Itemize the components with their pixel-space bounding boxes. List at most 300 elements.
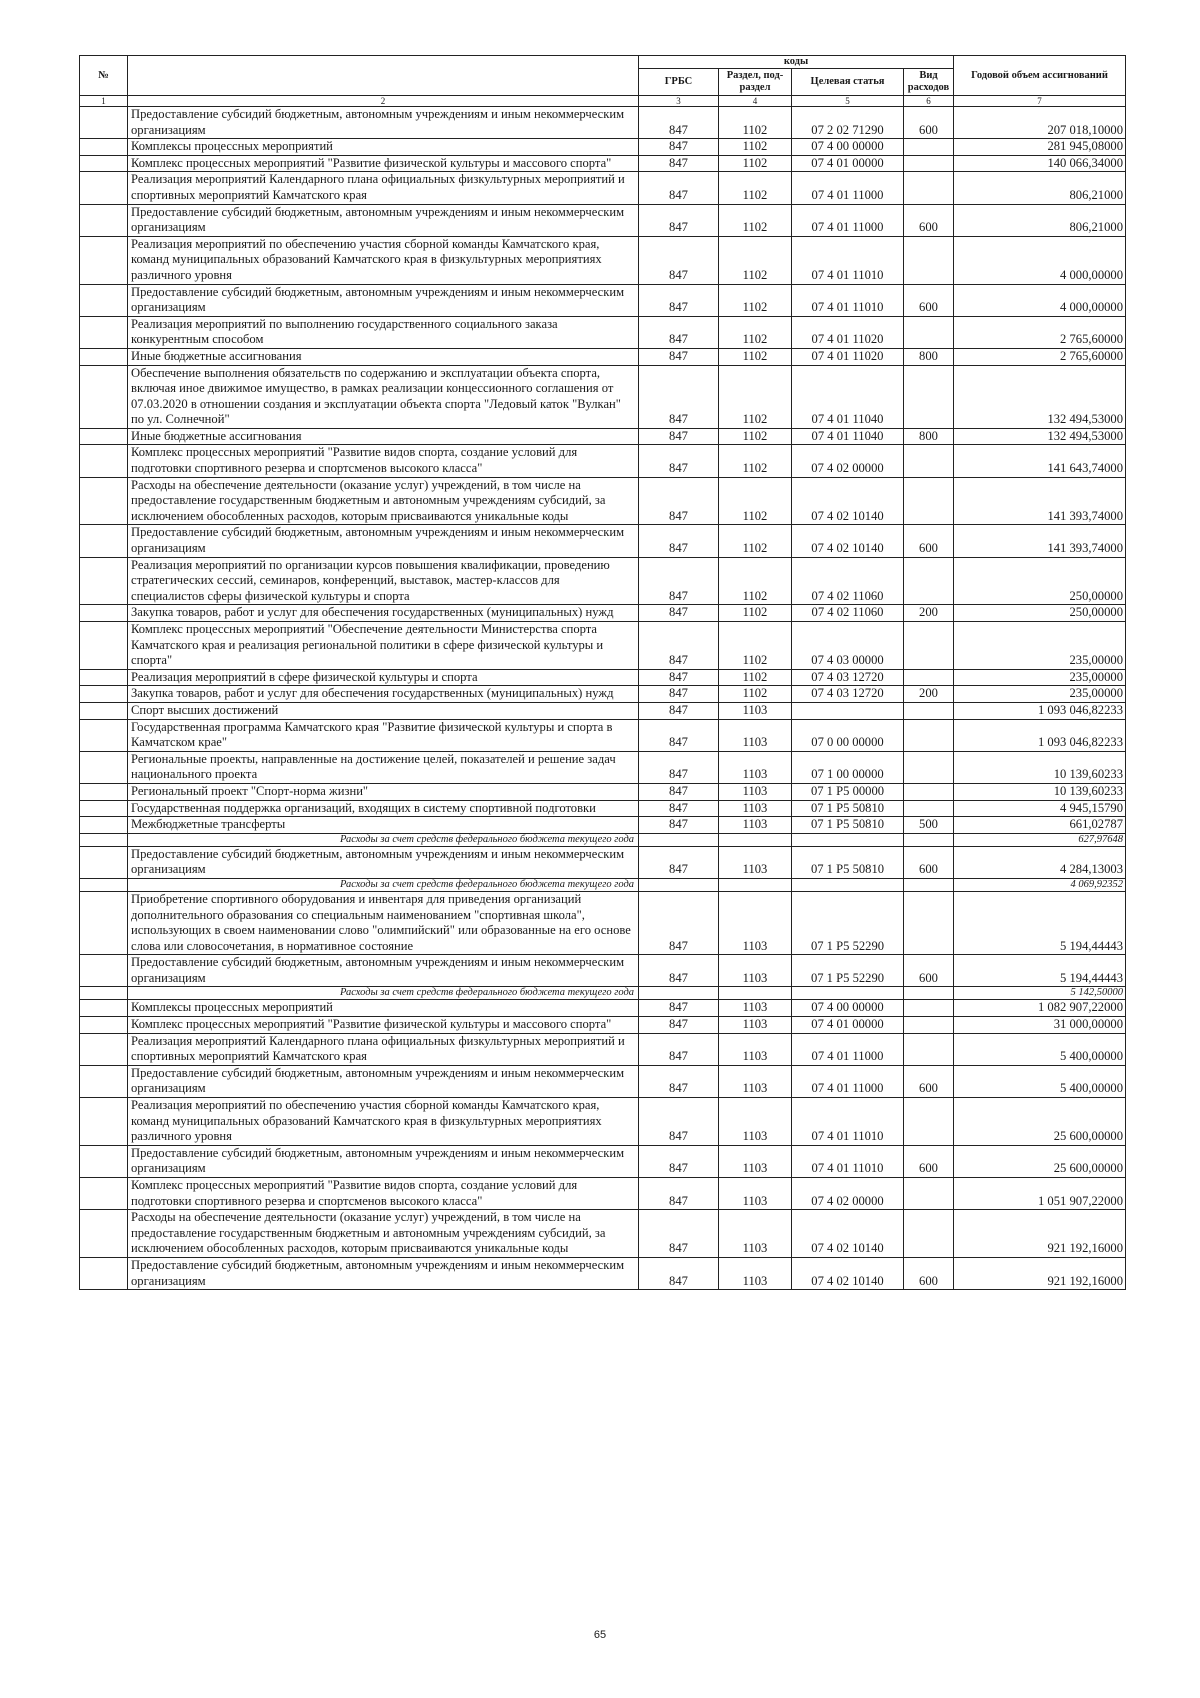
row-amount: 250,00000 bbox=[954, 605, 1126, 622]
row-amount: 1 051 907,22000 bbox=[954, 1178, 1126, 1210]
row-amount: 5 400,00000 bbox=[954, 1065, 1126, 1097]
row-kind bbox=[904, 1000, 954, 1017]
row-number-cell bbox=[80, 800, 128, 817]
row-amount: 141 393,74000 bbox=[954, 525, 1126, 557]
row-kind: 500 bbox=[904, 817, 954, 834]
row-grbs: 847 bbox=[639, 1065, 719, 1097]
row-kind: 600 bbox=[904, 525, 954, 557]
row-kind bbox=[904, 477, 954, 525]
row-number-cell bbox=[80, 445, 128, 477]
table-row bbox=[80, 365, 1126, 428]
row-name: Предоставление субсидий бюджетным, автономным учреждениям и иным некоммерческим организациям bbox=[128, 525, 639, 557]
row-grbs: 847 bbox=[639, 800, 719, 817]
row-kind: 600 bbox=[904, 955, 954, 987]
col-index-5: 5 bbox=[792, 96, 904, 107]
row-section: 1102 bbox=[719, 605, 792, 622]
row-name: Расходы за счет средств федерального бюджета текущего года bbox=[128, 833, 639, 846]
row-target: 07 1 P5 52290 bbox=[792, 955, 904, 987]
table-row bbox=[80, 139, 1126, 156]
row-amount: 1 093 046,82233 bbox=[954, 702, 1126, 719]
row-grbs: 847 bbox=[639, 172, 719, 204]
row-section: 1103 bbox=[719, 800, 792, 817]
row-kind bbox=[904, 1178, 954, 1210]
row-grbs: 847 bbox=[639, 622, 719, 670]
row-grbs: 847 bbox=[639, 107, 719, 139]
table-row bbox=[80, 719, 1126, 751]
row-target: 07 4 01 11000 bbox=[792, 204, 904, 236]
row-grbs: 847 bbox=[639, 719, 719, 751]
row-name: Реализация мероприятий Календарного плана официальных физкультурных мероприятий и спортивных мероприятий Камчатского края bbox=[128, 172, 639, 204]
row-number-cell bbox=[80, 525, 128, 557]
row-grbs: 847 bbox=[639, 817, 719, 834]
row-number-cell bbox=[80, 236, 128, 284]
row-section bbox=[719, 987, 792, 1000]
row-target: 07 1 00 00000 bbox=[792, 751, 904, 783]
row-amount: 2 765,60000 bbox=[954, 348, 1126, 365]
row-grbs: 847 bbox=[639, 1210, 719, 1258]
row-name: Реализация мероприятий по организации курсов повышения квалификации, проведению стратегических сессий, семинаров, конференций, выставок, мастер-классов для специалистов сферы физической культуры и спорта bbox=[128, 557, 639, 605]
row-number-cell bbox=[80, 316, 128, 348]
row-kind bbox=[904, 365, 954, 428]
row-target: 07 1 P5 50810 bbox=[792, 800, 904, 817]
row-amount: 1 082 907,22000 bbox=[954, 1000, 1126, 1017]
row-name: Предоставление субсидий бюджетным, автономным учреждениям и иным некоммерческим организациям bbox=[128, 955, 639, 987]
row-name: Расходы на обеспечение деятельности (оказание услуг) учреждений, в том числе на предоставление государственным бюджетным и автономным учреждениям субсидий, за исключением обособленных расходов, которым присваиваются уникальные коды bbox=[128, 1210, 639, 1258]
row-kind bbox=[904, 155, 954, 172]
table-row bbox=[80, 686, 1126, 703]
row-amount: 132 494,53000 bbox=[954, 365, 1126, 428]
row-amount: 4 069,92352 bbox=[954, 878, 1126, 891]
table-row bbox=[80, 445, 1126, 477]
row-number-cell bbox=[80, 846, 128, 878]
row-section: 1102 bbox=[719, 557, 792, 605]
row-target bbox=[792, 702, 904, 719]
row-section bbox=[719, 878, 792, 891]
row-amount: 921 192,16000 bbox=[954, 1210, 1126, 1258]
row-target: 07 4 01 11010 bbox=[792, 236, 904, 284]
row-target: 07 4 03 00000 bbox=[792, 622, 904, 670]
row-section: 1103 bbox=[719, 1098, 792, 1146]
row-grbs bbox=[639, 833, 719, 846]
row-name: Приобретение спортивного оборудования и инвентаря для приведения организаций дополнительного образования со специальным наименованием "спортивная школа", использующих в своем наименовании слово "олимпийский" или образованные на его основе слова или словосочетания, в нормативное состояние bbox=[128, 891, 639, 954]
row-number-cell bbox=[80, 987, 128, 1000]
row-grbs: 847 bbox=[639, 139, 719, 156]
table-row bbox=[80, 155, 1126, 172]
col-index-3: 3 bbox=[639, 96, 719, 107]
row-kind: 800 bbox=[904, 428, 954, 445]
row-kind bbox=[904, 1098, 954, 1146]
table-row bbox=[80, 783, 1126, 800]
row-number-cell bbox=[80, 817, 128, 834]
row-name: Региональный проект "Спорт-норма жизни" bbox=[128, 783, 639, 800]
row-kind bbox=[904, 445, 954, 477]
row-section: 1102 bbox=[719, 236, 792, 284]
row-amount: 2 765,60000 bbox=[954, 316, 1126, 348]
row-amount: 806,21000 bbox=[954, 204, 1126, 236]
row-grbs: 847 bbox=[639, 891, 719, 954]
row-grbs: 847 bbox=[639, 1017, 719, 1034]
row-kind bbox=[904, 1017, 954, 1034]
row-kind bbox=[904, 236, 954, 284]
row-kind: 600 bbox=[904, 1257, 954, 1289]
row-section: 1103 bbox=[719, 1178, 792, 1210]
row-kind bbox=[904, 172, 954, 204]
row-section: 1103 bbox=[719, 702, 792, 719]
header-section: Раздел, под-раздел bbox=[719, 69, 792, 96]
row-kind bbox=[904, 669, 954, 686]
row-kind: 200 bbox=[904, 686, 954, 703]
row-number-cell bbox=[80, 783, 128, 800]
table-row bbox=[80, 605, 1126, 622]
row-number-cell bbox=[80, 348, 128, 365]
row-amount: 235,00000 bbox=[954, 669, 1126, 686]
row-kind: 600 bbox=[904, 846, 954, 878]
row-target: 07 4 02 00000 bbox=[792, 445, 904, 477]
row-section: 1103 bbox=[719, 783, 792, 800]
row-number-cell bbox=[80, 1098, 128, 1146]
row-kind bbox=[904, 751, 954, 783]
row-number-cell bbox=[80, 955, 128, 987]
budget-table bbox=[79, 55, 1126, 1290]
row-name: Расходы на обеспечение деятельности (оказание услуг) учреждений, в том числе на предоставление государственным бюджетным и автономным учреждениям субсидий, за исключением обособленных расходов, которым присваиваются уникальные коды bbox=[128, 477, 639, 525]
col-index-6: 6 bbox=[904, 96, 954, 107]
header-codes: коды bbox=[639, 56, 954, 69]
row-name: Предоставление субсидий бюджетным, автономным учреждениям и иным некоммерческим организациям bbox=[128, 846, 639, 878]
header-name-cell bbox=[128, 56, 639, 96]
row-kind bbox=[904, 1033, 954, 1065]
row-target: 07 4 01 11020 bbox=[792, 316, 904, 348]
row-grbs: 847 bbox=[639, 236, 719, 284]
row-target: 07 4 02 10140 bbox=[792, 1210, 904, 1258]
row-target: 07 4 01 11000 bbox=[792, 1065, 904, 1097]
row-amount: 25 600,00000 bbox=[954, 1145, 1126, 1177]
row-grbs: 847 bbox=[639, 348, 719, 365]
row-kind bbox=[904, 139, 954, 156]
table-row bbox=[80, 204, 1126, 236]
row-target: 07 4 00 00000 bbox=[792, 1000, 904, 1017]
row-section bbox=[719, 833, 792, 846]
row-name: Иные бюджетные ассигнования bbox=[128, 428, 639, 445]
row-name: Комплексы процессных мероприятий bbox=[128, 139, 639, 156]
table-row bbox=[80, 891, 1126, 954]
row-section: 1102 bbox=[719, 525, 792, 557]
table-row bbox=[80, 1017, 1126, 1034]
row-grbs: 847 bbox=[639, 557, 719, 605]
row-grbs: 847 bbox=[639, 751, 719, 783]
row-number-cell bbox=[80, 622, 128, 670]
row-amount: 1 093 046,82233 bbox=[954, 719, 1126, 751]
row-target: 07 4 01 11040 bbox=[792, 365, 904, 428]
row-kind bbox=[904, 1210, 954, 1258]
federal-funds-row bbox=[80, 833, 1126, 846]
row-section: 1103 bbox=[719, 1210, 792, 1258]
row-target: 07 1 P5 52290 bbox=[792, 891, 904, 954]
row-target: 07 1 P5 50810 bbox=[792, 846, 904, 878]
row-target: 07 4 01 11010 bbox=[792, 1098, 904, 1146]
row-number-cell bbox=[80, 669, 128, 686]
row-name: Комплекс процессных мероприятий "Развитие видов спорта, создание условий для подготовки спортивного резерва и спортсменов высокого класса" bbox=[128, 445, 639, 477]
row-section: 1103 bbox=[719, 1257, 792, 1289]
row-grbs: 847 bbox=[639, 955, 719, 987]
row-section: 1103 bbox=[719, 955, 792, 987]
row-section: 1102 bbox=[719, 669, 792, 686]
row-kind: 600 bbox=[904, 204, 954, 236]
row-number-cell bbox=[80, 1017, 128, 1034]
table-row bbox=[80, 1000, 1126, 1017]
row-section: 1103 bbox=[719, 751, 792, 783]
row-kind bbox=[904, 557, 954, 605]
header-amount: Годовой объем ассигнований bbox=[954, 56, 1126, 96]
row-section: 1103 bbox=[719, 846, 792, 878]
row-kind: 600 bbox=[904, 1145, 954, 1177]
row-number-cell bbox=[80, 107, 128, 139]
row-amount: 10 139,60233 bbox=[954, 783, 1126, 800]
page-number: 65 bbox=[593, 1629, 607, 1641]
row-number-cell bbox=[80, 477, 128, 525]
row-kind bbox=[904, 800, 954, 817]
row-target: 07 4 02 10140 bbox=[792, 477, 904, 525]
row-name: Закупка товаров, работ и услуг для обеспечения государственных (муниципальных) нужд bbox=[128, 686, 639, 703]
table-row bbox=[80, 751, 1126, 783]
row-number-cell bbox=[80, 155, 128, 172]
row-number-cell bbox=[80, 428, 128, 445]
table-row bbox=[80, 1257, 1126, 1289]
row-kind: 600 bbox=[904, 107, 954, 139]
row-target: 07 4 01 11000 bbox=[792, 172, 904, 204]
row-name: Закупка товаров, работ и услуг для обеспечения государственных (муниципальных) нужд bbox=[128, 605, 639, 622]
row-grbs: 847 bbox=[639, 1145, 719, 1177]
row-section: 1102 bbox=[719, 139, 792, 156]
row-number-cell bbox=[80, 1178, 128, 1210]
row-amount: 25 600,00000 bbox=[954, 1098, 1126, 1146]
row-kind bbox=[904, 987, 954, 1000]
table-row bbox=[80, 1098, 1126, 1146]
row-amount: 627,97648 bbox=[954, 833, 1126, 846]
table-body bbox=[80, 107, 1126, 1290]
row-target: 07 4 01 11040 bbox=[792, 428, 904, 445]
row-number-cell bbox=[80, 172, 128, 204]
row-section: 1102 bbox=[719, 107, 792, 139]
row-amount: 4 000,00000 bbox=[954, 284, 1126, 316]
row-grbs: 847 bbox=[639, 1178, 719, 1210]
row-name: Расходы за счет средств федерального бюджета текущего года bbox=[128, 987, 639, 1000]
row-kind bbox=[904, 878, 954, 891]
row-grbs: 847 bbox=[639, 846, 719, 878]
row-grbs: 847 bbox=[639, 316, 719, 348]
row-amount: 5 142,50000 bbox=[954, 987, 1126, 1000]
table-row bbox=[80, 702, 1126, 719]
row-number-cell bbox=[80, 1210, 128, 1258]
row-section: 1103 bbox=[719, 1000, 792, 1017]
row-kind bbox=[904, 719, 954, 751]
table-row bbox=[80, 846, 1126, 878]
row-name: Предоставление субсидий бюджетным, автономным учреждениям и иным некоммерческим организациям bbox=[128, 1145, 639, 1177]
row-number-cell bbox=[80, 702, 128, 719]
row-name: Предоставление субсидий бюджетным, автономным учреждениям и иным некоммерческим организациям bbox=[128, 284, 639, 316]
table-row bbox=[80, 525, 1126, 557]
row-amount: 806,21000 bbox=[954, 172, 1126, 204]
row-amount: 4 000,00000 bbox=[954, 236, 1126, 284]
budget-table-sheet bbox=[79, 55, 1125, 1290]
row-name: Комплекс процессных мероприятий "Развитие физической культуры и массового спорта" bbox=[128, 155, 639, 172]
row-name: Комплексы процессных мероприятий bbox=[128, 1000, 639, 1017]
table-row bbox=[80, 800, 1126, 817]
row-target: 07 1 P5 00000 bbox=[792, 783, 904, 800]
row-grbs: 847 bbox=[639, 204, 719, 236]
row-target: 07 4 00 00000 bbox=[792, 139, 904, 156]
row-section: 1102 bbox=[719, 284, 792, 316]
row-amount: 10 139,60233 bbox=[954, 751, 1126, 783]
row-target: 07 4 03 12720 bbox=[792, 686, 904, 703]
row-kind: 800 bbox=[904, 348, 954, 365]
col-index-1: 1 bbox=[80, 96, 128, 107]
row-kind bbox=[904, 833, 954, 846]
row-kind bbox=[904, 316, 954, 348]
row-target: 07 4 02 11060 bbox=[792, 605, 904, 622]
row-name: Предоставление субсидий бюджетным, автономным учреждениям и иным некоммерческим организациям bbox=[128, 204, 639, 236]
row-grbs: 847 bbox=[639, 1098, 719, 1146]
row-name: Реализация мероприятий по обеспечению участия сборной команды Камчатского края, команд муниципальных образований Камчатского края в физкультурных мероприятиях различного уровня bbox=[128, 1098, 639, 1146]
table-row bbox=[80, 477, 1126, 525]
row-kind: 600 bbox=[904, 1065, 954, 1097]
row-grbs: 847 bbox=[639, 445, 719, 477]
row-target: 07 4 03 12720 bbox=[792, 669, 904, 686]
federal-funds-row bbox=[80, 987, 1126, 1000]
row-target: 07 4 01 11020 bbox=[792, 348, 904, 365]
row-amount: 141 393,74000 bbox=[954, 477, 1126, 525]
table-row bbox=[80, 284, 1126, 316]
row-kind bbox=[904, 702, 954, 719]
row-number-cell bbox=[80, 878, 128, 891]
row-number-cell bbox=[80, 204, 128, 236]
row-amount: 661,02787 bbox=[954, 817, 1126, 834]
row-name: Предоставление субсидий бюджетным, автономным учреждениям и иным некоммерческим организациям bbox=[128, 1065, 639, 1097]
row-kind bbox=[904, 891, 954, 954]
row-section: 1102 bbox=[719, 686, 792, 703]
row-target: 07 4 01 00000 bbox=[792, 1017, 904, 1034]
row-section: 1103 bbox=[719, 1145, 792, 1177]
row-number-cell bbox=[80, 719, 128, 751]
row-name: Межбюджетные трансферты bbox=[128, 817, 639, 834]
row-number-cell bbox=[80, 557, 128, 605]
row-name: Реализация мероприятий по обеспечению участия сборной команды Камчатского края, команд муниципальных образований Камчатского края в физкультурных мероприятиях различного уровня bbox=[128, 236, 639, 284]
row-name: Расходы за счет средств федерального бюджета текущего года bbox=[128, 878, 639, 891]
row-grbs: 847 bbox=[639, 1000, 719, 1017]
table-row bbox=[80, 1145, 1126, 1177]
row-target: 07 4 01 11010 bbox=[792, 1145, 904, 1177]
table-row bbox=[80, 107, 1126, 139]
row-name: Комплекс процессных мероприятий "Развитие физической культуры и массового спорта" bbox=[128, 1017, 639, 1034]
table-row bbox=[80, 428, 1126, 445]
row-amount: 235,00000 bbox=[954, 686, 1126, 703]
row-section: 1102 bbox=[719, 445, 792, 477]
row-target: 07 4 02 11060 bbox=[792, 557, 904, 605]
table-row bbox=[80, 1065, 1126, 1097]
row-section: 1102 bbox=[719, 155, 792, 172]
row-kind bbox=[904, 622, 954, 670]
row-name: Спорт высших достижений bbox=[128, 702, 639, 719]
row-grbs: 847 bbox=[639, 686, 719, 703]
row-name: Иные бюджетные ассигнования bbox=[128, 348, 639, 365]
table-row bbox=[80, 348, 1126, 365]
row-target: 07 4 02 00000 bbox=[792, 1178, 904, 1210]
row-amount: 4 945,15790 bbox=[954, 800, 1126, 817]
row-target: 07 4 02 10140 bbox=[792, 1257, 904, 1289]
row-name: Предоставление субсидий бюджетным, автономным учреждениям и иным некоммерческим организациям bbox=[128, 1257, 639, 1289]
row-grbs: 847 bbox=[639, 525, 719, 557]
header-kind: Вид расходов bbox=[904, 69, 954, 96]
row-name: Государственная программа Камчатского края "Развитие физической культуры и спорта в Камчатском крае" bbox=[128, 719, 639, 751]
row-grbs: 847 bbox=[639, 155, 719, 172]
row-grbs: 847 bbox=[639, 365, 719, 428]
row-name: Реализация мероприятий Календарного плана официальных физкультурных мероприятий и спортивных мероприятий Камчатского края bbox=[128, 1033, 639, 1065]
row-kind bbox=[904, 783, 954, 800]
row-number-cell bbox=[80, 833, 128, 846]
row-amount: 31 000,00000 bbox=[954, 1017, 1126, 1034]
row-section: 1102 bbox=[719, 365, 792, 428]
row-section: 1102 bbox=[719, 428, 792, 445]
header-num: № bbox=[80, 56, 128, 96]
table-row bbox=[80, 1178, 1126, 1210]
row-target: 07 0 00 00000 bbox=[792, 719, 904, 751]
col-index-7: 7 bbox=[954, 96, 1126, 107]
row-kind: 200 bbox=[904, 605, 954, 622]
row-amount: 140 066,34000 bbox=[954, 155, 1126, 172]
row-target: 07 4 01 11000 bbox=[792, 1033, 904, 1065]
col-index-2: 2 bbox=[128, 96, 639, 107]
row-section: 1102 bbox=[719, 316, 792, 348]
row-name: Государственная поддержка организаций, входящих в систему спортивной подготовки bbox=[128, 800, 639, 817]
row-name: Региональные проекты, направленные на достижение целей, показателей и решение задач национального проекта bbox=[128, 751, 639, 783]
row-amount: 5 194,44443 bbox=[954, 955, 1126, 987]
row-name: Предоставление субсидий бюджетным, автономным учреждениям и иным некоммерческим организациям bbox=[128, 107, 639, 139]
row-number-cell bbox=[80, 891, 128, 954]
row-number-cell bbox=[80, 284, 128, 316]
row-section: 1103 bbox=[719, 891, 792, 954]
row-grbs bbox=[639, 987, 719, 1000]
table-row bbox=[80, 1033, 1126, 1065]
table-row bbox=[80, 1210, 1126, 1258]
row-name: Обеспечение выполнения обязательств по содержанию и эксплуатации объекта спорта, включая иное движимое имущество, в рамках реализации концессионного соглашения от 07.03.2020 в отношении создания и эксплуатации объекта спорта "Ледовый каток "Вулкан" по ул. Солнечной" bbox=[128, 365, 639, 428]
table-row bbox=[80, 172, 1126, 204]
row-grbs: 847 bbox=[639, 783, 719, 800]
row-number-cell bbox=[80, 1257, 128, 1289]
row-target: 07 4 01 11010 bbox=[792, 284, 904, 316]
row-number-cell bbox=[80, 605, 128, 622]
row-grbs: 847 bbox=[639, 477, 719, 525]
row-target: 07 1 P5 50810 bbox=[792, 817, 904, 834]
row-grbs: 847 bbox=[639, 428, 719, 445]
row-target: 07 4 02 10140 bbox=[792, 525, 904, 557]
row-amount: 235,00000 bbox=[954, 622, 1126, 670]
row-amount: 207 018,10000 bbox=[954, 107, 1126, 139]
row-number-cell bbox=[80, 1000, 128, 1017]
row-section: 1102 bbox=[719, 204, 792, 236]
row-number-cell bbox=[80, 365, 128, 428]
table-row bbox=[80, 669, 1126, 686]
row-name: Комплекс процессных мероприятий "Развитие видов спорта, создание условий для подготовки спортивного резерва и спортсменов высокого класса" bbox=[128, 1178, 639, 1210]
row-number-cell bbox=[80, 1065, 128, 1097]
row-amount: 4 284,13003 bbox=[954, 846, 1126, 878]
row-section: 1103 bbox=[719, 1017, 792, 1034]
col-index-4: 4 bbox=[719, 96, 792, 107]
federal-funds-row bbox=[80, 878, 1126, 891]
row-section: 1103 bbox=[719, 1033, 792, 1065]
row-amount: 141 643,74000 bbox=[954, 445, 1126, 477]
table-row bbox=[80, 817, 1126, 834]
table-row bbox=[80, 236, 1126, 284]
row-name: Комплекс процессных мероприятий "Обеспечение деятельности Министерства спорта Камчатского края и реализация региональной политики в сфере физической культуры и спорта" bbox=[128, 622, 639, 670]
